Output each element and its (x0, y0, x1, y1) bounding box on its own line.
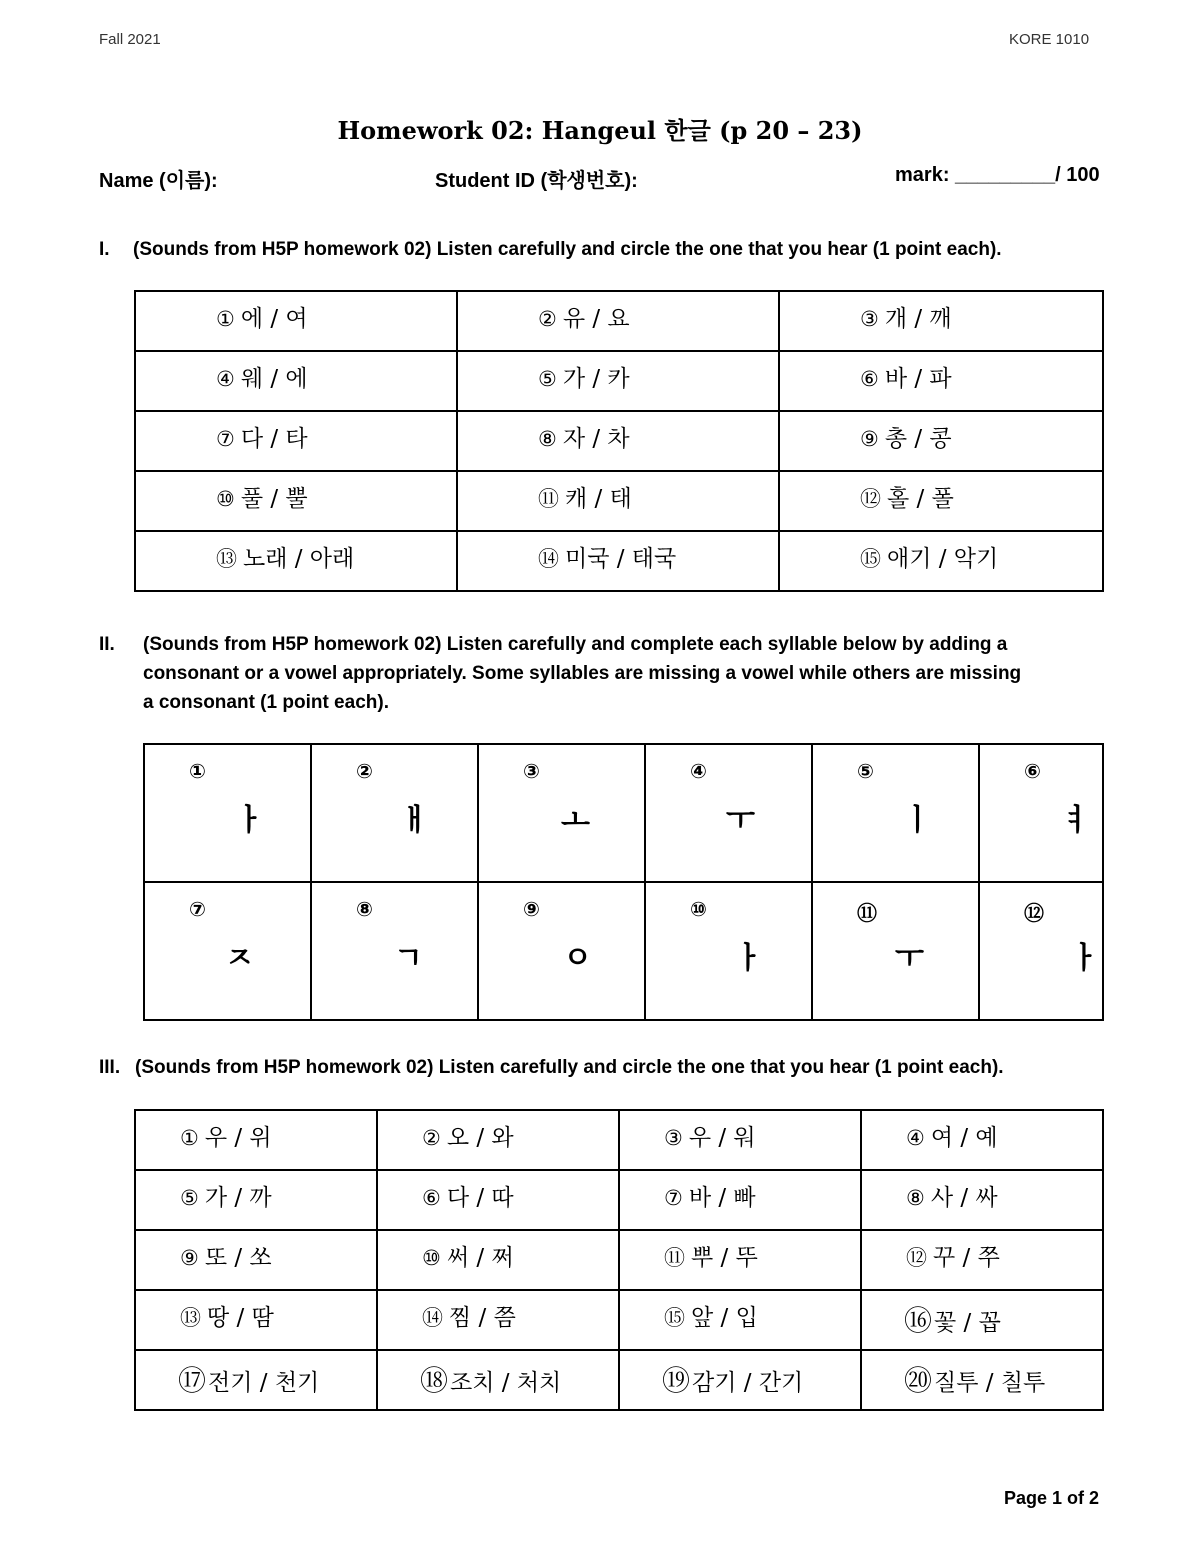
item-number: ⑦ (216, 427, 235, 451)
item-number: ③ (523, 759, 540, 783)
choice-text: 다 / 타 (240, 426, 308, 452)
choice-option (620, 1231, 860, 1272)
item-number: ⑱ (420, 1364, 449, 1397)
choice-text: 사 / 싸 (930, 1185, 998, 1211)
choice-text: 찜 / 쯤 (449, 1305, 516, 1331)
table-row (135, 1290, 1103, 1350)
choice-cell[interactable] (457, 291, 779, 351)
item-number: ⑦ (664, 1186, 683, 1210)
choice-cell[interactable] (135, 1230, 377, 1290)
choice-option (862, 1291, 1102, 1339)
choice-text: 바 / 빠 (688, 1185, 756, 1211)
item-number: ⑤ (538, 367, 557, 391)
choice-cell[interactable] (457, 351, 779, 411)
item-number: ⑭ (538, 547, 559, 571)
choice-text: 에 / 여 (240, 306, 308, 332)
choice-option (136, 352, 456, 393)
syllable-cell[interactable] (979, 882, 1103, 1020)
course-code: KORE 1010 (1009, 31, 1090, 48)
choice-cell[interactable] (135, 1350, 377, 1410)
choice-option (136, 1291, 376, 1332)
choice-option (862, 1111, 1102, 1152)
given-jamo: ㅜ (895, 941, 924, 976)
table-row (135, 351, 1103, 411)
choice-option (378, 1111, 618, 1152)
choice-text: 총 / 콩 (884, 426, 952, 452)
section-2-instruction-line-2: consonant or a vowel appropriately. Some syllables are missing a vowel while others are missing (143, 663, 1022, 684)
item-number: ② (356, 759, 373, 783)
given-jamo: ㅕ (1062, 803, 1091, 838)
item-number: ⑪ (664, 1246, 685, 1270)
choice-cell[interactable] (457, 471, 779, 531)
choice-cell[interactable] (619, 1230, 861, 1290)
given-jamo: ㅈ (225, 941, 254, 976)
choice-text: 조치 / 처치 (450, 1370, 562, 1396)
choice-option (378, 1291, 618, 1332)
choice-option (780, 292, 1102, 333)
section-2-instruction-line-1: (Sounds from H5P homework 02) Listen carefully and complete each syllable below by adding a (143, 634, 1008, 655)
section-1-number: I. (99, 239, 110, 260)
choice-text: 땅 / 땀 (207, 1305, 274, 1331)
choice-option (780, 532, 1102, 573)
choice-text: 앞 / 입 (691, 1305, 758, 1331)
choice-option (458, 412, 778, 453)
choice-text: 뿌 / 뚜 (691, 1245, 758, 1271)
table-row (135, 471, 1103, 531)
item-number: ⑪ (538, 487, 559, 511)
item-number: ⑨ (180, 1246, 199, 1270)
syllable-cell[interactable] (311, 882, 478, 1020)
item-number: ⑬ (216, 547, 237, 571)
section-1-instruction: (Sounds from H5P homework 02) Listen carefully and circle the one that you hear (1 point each). (133, 239, 1002, 260)
section-2-instruction-line-3: a consonant (1 point each). (143, 692, 389, 713)
choice-text: 웨 / 에 (240, 366, 308, 392)
choice-cell[interactable] (135, 291, 457, 351)
choice-cell[interactable] (861, 1110, 1103, 1170)
given-jamo: ㅇ (563, 941, 592, 976)
choice-text: 오 / 와 (446, 1125, 514, 1151)
given-jamo: ㅐ (400, 803, 429, 838)
syllable-cell[interactable] (645, 882, 812, 1020)
choice-cell[interactable] (779, 291, 1103, 351)
choice-option (378, 1171, 618, 1212)
choice-text: 노래 / 아래 (243, 546, 355, 572)
mark-label: mark: _________/ 100 (895, 164, 1100, 186)
section-3-instruction: (Sounds from H5P homework 02) Listen carefully and circle the one that you hear (1 point each). (135, 1057, 1004, 1078)
item-number: ⑲ (662, 1364, 691, 1397)
item-number: ⑮ (860, 547, 881, 571)
choice-text: 여 / 예 (930, 1125, 998, 1151)
item-number: ⑪ (857, 901, 877, 925)
item-number: ③ (664, 1126, 683, 1150)
syllable-cell[interactable] (144, 882, 311, 1020)
syllable-cell[interactable] (144, 744, 311, 882)
item-number: ⑨ (523, 897, 540, 921)
choice-option (620, 1351, 860, 1399)
given-jamo: ㅜ (726, 803, 755, 838)
choice-option (458, 472, 778, 513)
choice-cell[interactable] (861, 1290, 1103, 1350)
item-number: ⑰ (178, 1364, 207, 1397)
item-number: ⑤ (180, 1186, 199, 1210)
choice-cell[interactable] (377, 1230, 619, 1290)
choice-option (136, 532, 456, 573)
choice-option (780, 412, 1102, 453)
choice-cell[interactable] (135, 1110, 377, 1170)
item-number: ⑳ (904, 1364, 933, 1397)
given-jamo: ㅣ (903, 803, 932, 838)
item-number: ⑫ (860, 487, 881, 511)
item-number: ⑧ (906, 1186, 925, 1210)
choice-option (620, 1291, 860, 1332)
choice-text: 질투 / 칠투 (934, 1370, 1046, 1396)
choice-text: 써 / 쩌 (446, 1245, 514, 1271)
choice-cell[interactable] (861, 1350, 1103, 1410)
table-row (135, 1230, 1103, 1290)
item-number: ④ (690, 759, 707, 783)
choice-text: 감기 / 간기 (692, 1370, 804, 1396)
item-number: ⑥ (422, 1186, 441, 1210)
choice-text: 다 / 따 (446, 1185, 514, 1211)
choice-cell[interactable] (779, 351, 1103, 411)
choice-text: 개 / 깨 (884, 306, 952, 332)
table-row (135, 411, 1103, 471)
syllable-cell[interactable] (478, 882, 645, 1020)
item-number: ⑦ (189, 897, 206, 921)
item-number: ⑫ (1024, 901, 1044, 925)
item-number: ④ (906, 1126, 925, 1150)
item-number: ⑯ (904, 1304, 933, 1337)
choice-text: 홀 / 폴 (887, 486, 954, 512)
choice-text: 미국 / 태국 (565, 546, 677, 572)
choice-text: 가 / 카 (562, 366, 630, 392)
choice-cell[interactable] (457, 411, 779, 471)
item-number: ③ (860, 307, 879, 331)
choice-option (378, 1351, 618, 1399)
item-number: ⑧ (538, 427, 557, 451)
syllable-cell[interactable] (311, 744, 478, 882)
choice-cell[interactable] (619, 1170, 861, 1230)
item-number: ⑨ (860, 427, 879, 451)
table-row (144, 744, 1103, 882)
choice-text: 꽃 / 꼽 (934, 1310, 1001, 1336)
semester-label: Fall 2021 (99, 31, 161, 48)
choice-cell[interactable] (135, 471, 457, 531)
item-number: ⑮ (664, 1306, 685, 1330)
choice-option (620, 1111, 860, 1152)
choice-text: 애기 / 악기 (887, 546, 999, 572)
choice-text: 바 / 파 (884, 366, 952, 392)
page-number: Page 1 of 2 (1004, 1488, 1100, 1508)
table-row (135, 1170, 1103, 1230)
choice-option (136, 1231, 376, 1272)
item-number: ⑬ (180, 1306, 201, 1330)
syllable-cell[interactable] (478, 744, 645, 882)
choice-cell[interactable] (619, 1110, 861, 1170)
choice-cell[interactable] (619, 1350, 861, 1410)
choice-text: 전기 / 천기 (208, 1370, 320, 1396)
choice-cell[interactable] (135, 1290, 377, 1350)
table-row (135, 1350, 1103, 1410)
choice-option (136, 292, 456, 333)
choice-option (136, 1111, 376, 1152)
choice-text: 또 / 쏘 (204, 1245, 272, 1271)
item-number: ① (189, 759, 206, 783)
choice-cell[interactable] (457, 531, 779, 591)
choice-text: 유 / 요 (562, 306, 630, 332)
syllable-cell[interactable] (812, 882, 979, 1020)
item-number: ⑩ (216, 487, 235, 511)
choice-option (136, 472, 456, 513)
syllable-cell[interactable] (979, 744, 1103, 882)
student-id-label: Student ID (학생번호): (435, 170, 638, 192)
item-number: ④ (216, 367, 235, 391)
choice-cell[interactable] (135, 411, 457, 471)
choice-text: 캐 / 태 (565, 486, 632, 512)
choice-cell[interactable] (779, 471, 1103, 531)
given-jamo: ㅏ (235, 803, 264, 838)
given-jamo: ㅏ (734, 941, 763, 976)
choice-cell[interactable] (779, 531, 1103, 591)
choice-option (620, 1171, 860, 1212)
choice-option (862, 1231, 1102, 1272)
choice-option (136, 1351, 376, 1399)
choice-cell[interactable] (861, 1230, 1103, 1290)
item-number: ⑧ (356, 897, 373, 921)
choice-option (458, 292, 778, 333)
choice-cell[interactable] (377, 1350, 619, 1410)
item-number: ② (422, 1126, 441, 1150)
choice-option (458, 352, 778, 393)
item-number: ⑤ (857, 759, 874, 783)
choice-cell[interactable] (779, 411, 1103, 471)
choice-text: 우 / 워 (688, 1125, 756, 1151)
choice-option (136, 1171, 376, 1212)
table-row (135, 291, 1103, 351)
choice-text: 우 / 위 (204, 1125, 272, 1151)
section-3-number: III. (99, 1057, 121, 1078)
choice-option (780, 352, 1102, 393)
choice-option (136, 412, 456, 453)
choice-cell[interactable] (135, 531, 457, 591)
choice-cell[interactable] (135, 1170, 377, 1230)
given-jamo: ㅗ (561, 803, 590, 838)
item-number: ① (180, 1126, 199, 1150)
item-number: ⑥ (1024, 759, 1041, 783)
choice-text: 자 / 차 (562, 426, 630, 452)
section-2-heading (99, 630, 1109, 720)
table-row (135, 1110, 1103, 1170)
choice-option (780, 472, 1102, 513)
section-2-table (143, 743, 1104, 1021)
choice-cell[interactable] (861, 1170, 1103, 1230)
choice-text: 풀 / 뿔 (240, 486, 308, 512)
section-3-table (134, 1109, 1104, 1411)
item-number: ⑫ (906, 1246, 927, 1270)
choice-option (458, 532, 778, 573)
choice-option (862, 1171, 1102, 1212)
section-2-number: II. (99, 634, 115, 655)
choice-cell[interactable] (377, 1110, 619, 1170)
choice-text: 꾸 / 쭈 (933, 1245, 1000, 1271)
choice-cell[interactable] (135, 351, 457, 411)
item-number: ⑩ (690, 897, 707, 921)
choice-cell[interactable] (377, 1290, 619, 1350)
syllable-cell[interactable] (645, 744, 812, 882)
page-title: Homework 02: Hangeul 한글 (p 20 – 23) (337, 116, 863, 145)
item-number: ⑭ (422, 1306, 443, 1330)
choice-option (862, 1351, 1102, 1399)
choice-text: 가 / 까 (204, 1185, 272, 1211)
choice-option (378, 1231, 618, 1272)
syllable-cell[interactable] (812, 744, 979, 882)
choice-cell[interactable] (619, 1290, 861, 1350)
section-1-table (134, 290, 1104, 592)
item-number: ② (538, 307, 557, 331)
table-row (144, 882, 1103, 1020)
table-row (135, 531, 1103, 591)
choice-cell[interactable] (377, 1170, 619, 1230)
given-jamo: ㄱ (394, 941, 423, 976)
item-number: ① (216, 307, 235, 331)
name-field-label: Name (이름): (99, 170, 218, 192)
given-jamo: ㅏ (1070, 941, 1099, 976)
item-number: ⑩ (422, 1246, 441, 1270)
item-number: ⑥ (860, 367, 879, 391)
